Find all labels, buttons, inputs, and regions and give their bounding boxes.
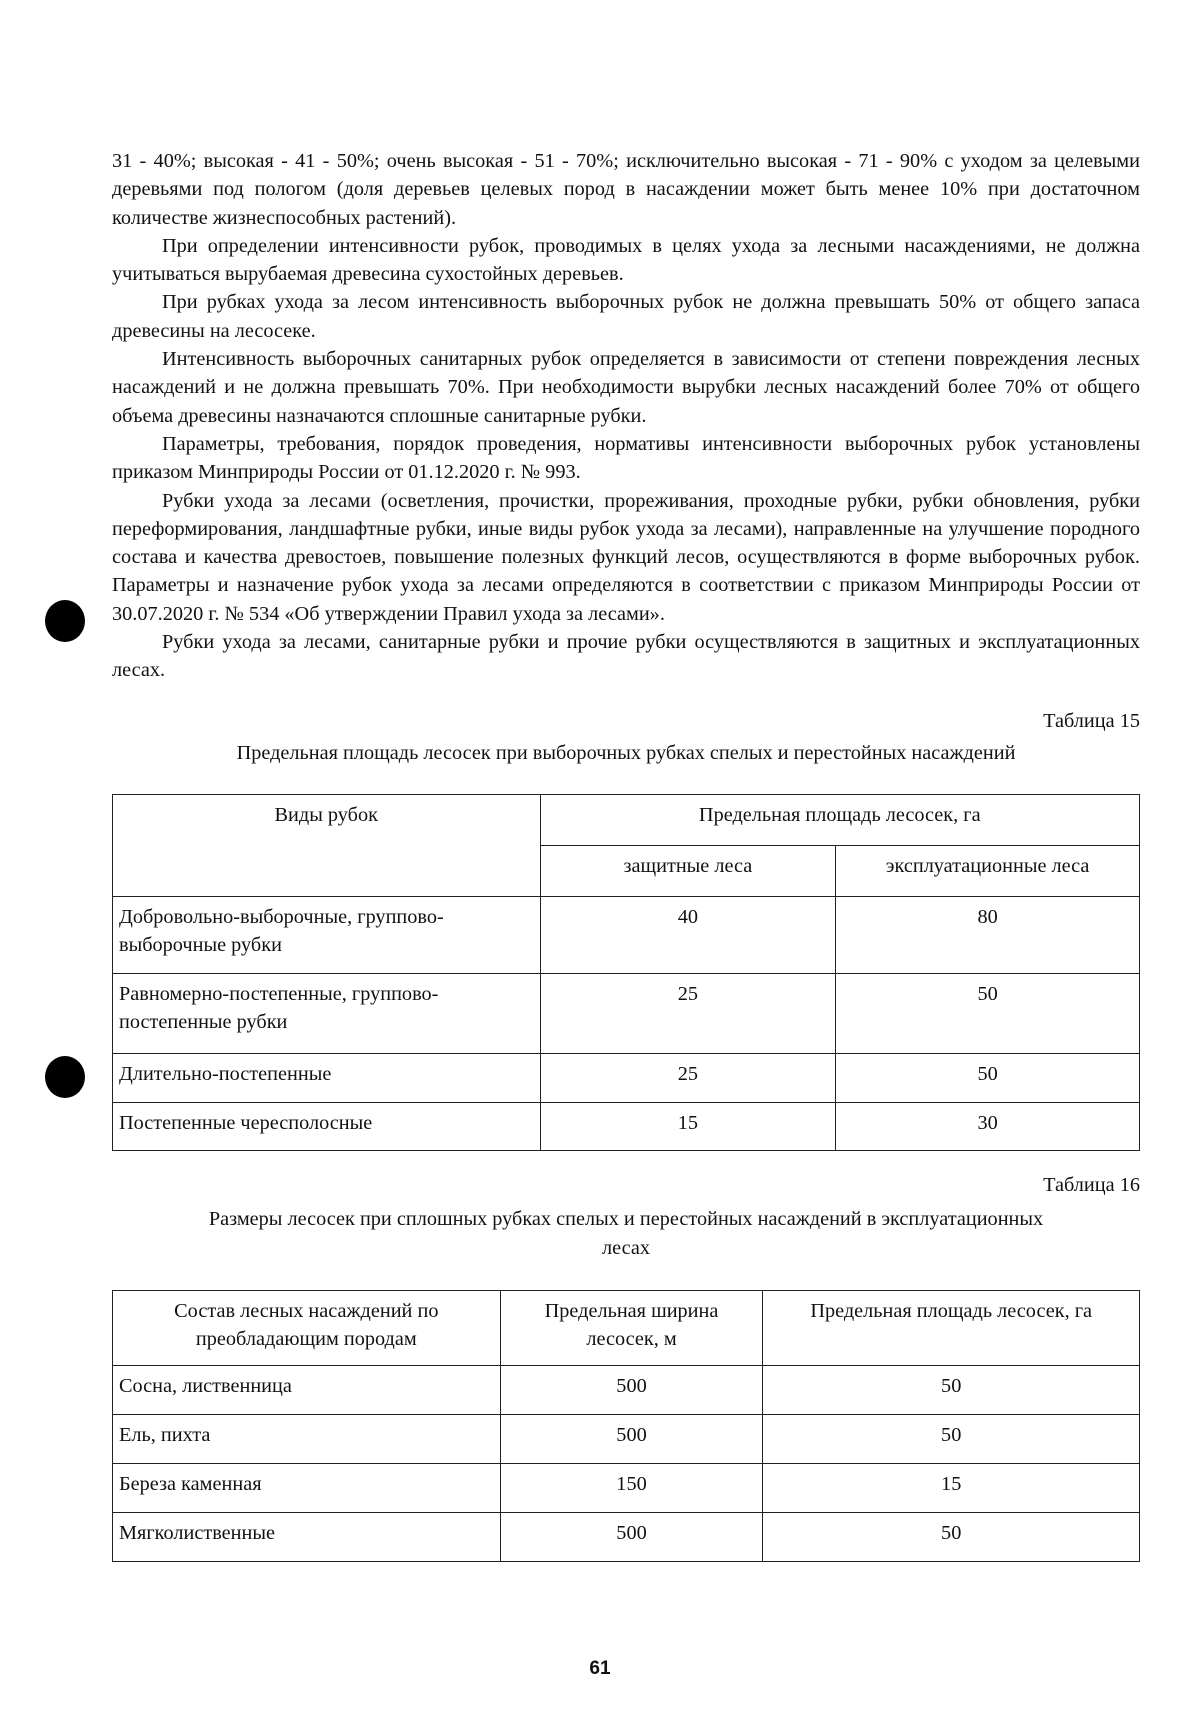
table15-caption: Предельная площадь лесосек при выборочных рубках спелых и перестойных насаждений xyxy=(236,742,1016,764)
header-exploitation: эксплуатационные леса xyxy=(836,846,1140,897)
cell-protective: 25 xyxy=(540,974,836,1054)
table15 xyxy=(112,794,1140,1151)
cell-name: Мягколиственные xyxy=(113,1513,501,1562)
header-type: Виды рубок xyxy=(113,795,541,897)
table-row xyxy=(113,974,1140,1054)
cell-exploitation: 50 xyxy=(836,974,1140,1054)
cell-area: 50 xyxy=(763,1366,1140,1415)
page-number: 61 xyxy=(589,1658,611,1679)
table15-label: Таблица 15 xyxy=(1043,710,1140,732)
cell-area: 15 xyxy=(763,1464,1140,1513)
cell-exploitation: 50 xyxy=(836,1054,1140,1103)
paragraph: При определении интенсивности рубок, проводимых в целях ухода за лесными насаждениями, не должна учитываться вырубаемая древесина сухостойных деревьев. xyxy=(112,234,1140,286)
punch-hole-top xyxy=(45,600,85,642)
table-row xyxy=(113,897,1140,974)
header-protective: защитные леса xyxy=(540,846,836,897)
table-row xyxy=(113,1513,1140,1562)
cell-exploitation: 80 xyxy=(836,897,1140,974)
cell-protective: 40 xyxy=(540,897,836,974)
table-row xyxy=(113,1366,1140,1415)
table16-caption-line1: Размеры лесосек при сплошных рубках спелых и перестойных насаждений в эксплуатационных xyxy=(208,1208,1044,1230)
header-composition: Состав лесных насаждений по преобладающим породам xyxy=(113,1291,501,1366)
cell-area: 50 xyxy=(763,1415,1140,1464)
header-area: Предельная площадь лесосек, га xyxy=(540,795,1139,846)
paragraph: Интенсивность выборочных санитарных рубок определяется в зависимости от степени повреждения лесных насаждений и не должна превышать 70%. При необходимости вырубки лесных насаждений более 70% от общего объема древесины назначаются сплошные санитарные рубки. xyxy=(112,348,1140,427)
cell-width: 500 xyxy=(500,1415,763,1464)
cell-name: Добровольно-выборочные, группово-выборочные рубки xyxy=(113,897,541,974)
cell-area: 50 xyxy=(763,1513,1140,1562)
table-row xyxy=(113,1464,1140,1513)
cell-width: 500 xyxy=(500,1513,763,1562)
cell-width: 500 xyxy=(500,1366,763,1415)
paragraph: Параметры, требования, порядок проведения, нормативы интенсивности выборочных рубок установлены приказом Минприроды России от 01.12.2020 г. № 993. xyxy=(112,432,1140,484)
paragraph: Рубки ухода за лесами, санитарные рубки и прочие рубки осуществляются в защитных и эксплуатационных лесах. xyxy=(112,631,1140,682)
paragraph: При рубках ухода за лесом интенсивность выборочных рубок не должна превышать 50% от общего запаса древесины на лесосеке. xyxy=(112,291,1140,342)
cell-protective: 15 xyxy=(540,1103,836,1151)
table16-caption-line2: лесах xyxy=(601,1237,651,1259)
table-row xyxy=(113,1103,1140,1151)
punch-hole-bottom xyxy=(45,1056,85,1098)
cell-exploitation: 30 xyxy=(836,1103,1140,1151)
cell-name: Равномерно-постепенные, группово-постепенные рубки xyxy=(113,974,541,1054)
paragraph: Рубки ухода за лесами (осветления, прочистки, прореживания, проходные рубки, рубки обновления, рубки переформирования, ландшафтные рубки, иные виды рубок ухода за лесами), направленные на улучшение породного состава и качества древостоев, повышение полезных функций лесов, осуществляются в форме выборочных рубок. Параметры и назначение рубок ухода за лесами определяются в соответствии с приказом Минприроды России от 30.07.2020 г. № 534 «Об утверждении Правил ухода за лесами». xyxy=(112,489,1140,625)
cell-width: 150 xyxy=(500,1464,763,1513)
header-width: Предельная ширина лесосек, м xyxy=(500,1291,763,1366)
cell-name: Постепенные чересполосные xyxy=(113,1103,541,1151)
body-text xyxy=(112,147,1140,685)
table16-label: Таблица 16 xyxy=(1043,1174,1140,1196)
paragraph: 31 - 40%; высокая - 41 - 50%; очень высокая - 51 - 70%; исключительно высокая - 71 - 90% с уходом за целевыми деревьями под пологом (доля деревьев целевых пород в насаждении может быть менее 10% при достаточном количестве жизнеспособных растений). xyxy=(112,150,1140,229)
cell-name: Ель, пихта xyxy=(113,1415,501,1464)
header-area: Предельная площадь лесосек, га xyxy=(763,1291,1140,1366)
cell-protective: 25 xyxy=(540,1054,836,1103)
cell-name: Сосна, лиственница xyxy=(113,1366,501,1415)
cell-name: Береза каменная xyxy=(113,1464,501,1513)
table-row xyxy=(113,1054,1140,1103)
table-row xyxy=(113,1415,1140,1464)
table16 xyxy=(112,1290,1140,1562)
cell-name: Длительно-постепенные xyxy=(113,1054,541,1103)
